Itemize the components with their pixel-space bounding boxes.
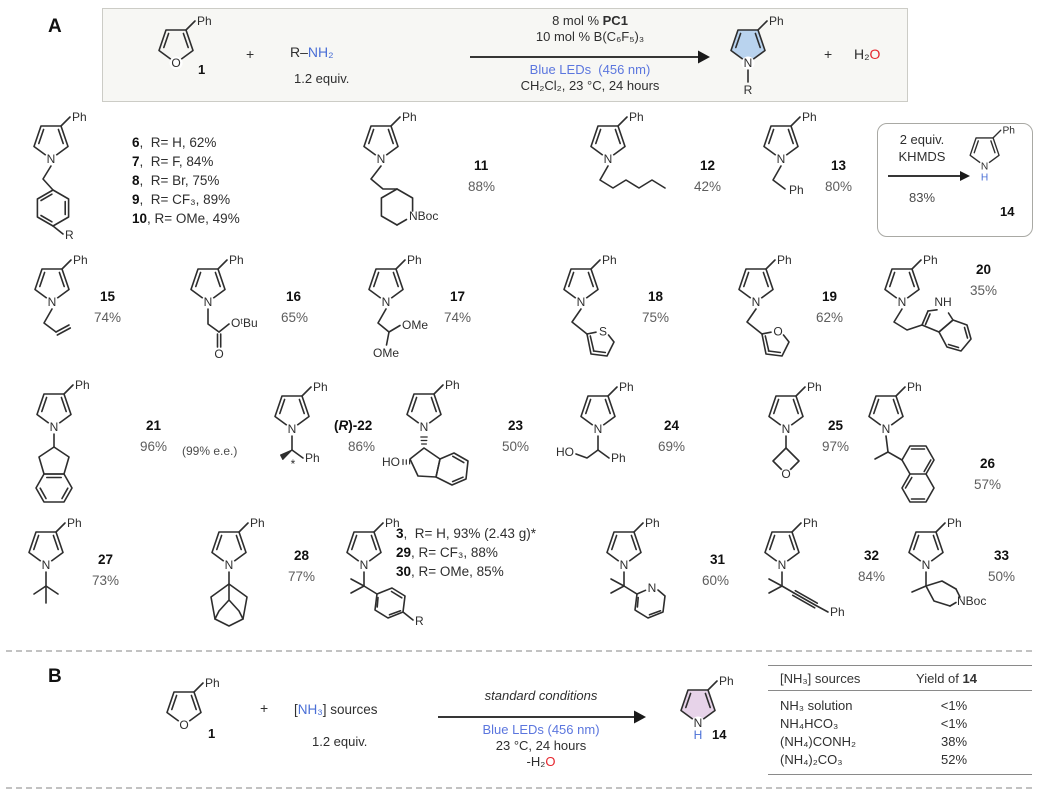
plus-sign: + [260,700,269,716]
compound-number-25: 25 [828,418,844,433]
catalyst-loading: 8 mol % [552,13,603,28]
minus-water-label: -H₂O [526,754,556,769]
ammonia-sources-label: [NH₃] sources [294,702,378,717]
water-byproduct [854,46,880,62]
compound-number-32: 32 [864,548,880,563]
yield-28: 77% [288,569,316,584]
compound-number-26: 26 [980,456,996,471]
oxetane-o-label: O [781,467,791,481]
table-cell-yield: <1% [940,716,968,731]
table-cell-source: NH₄HCO₃ [780,716,839,731]
list-item: 7, R= F, 84% [132,154,214,169]
carbonyl-o-label: O [214,347,224,361]
structure-14-b [662,676,767,776]
amine-equiv: 1.2 equiv. [294,71,350,86]
dashed-divider-bottom [6,787,1032,789]
ome-label: OMe [372,346,400,360]
otbu-label: OᵗBu [231,316,258,330]
photocatalyst-name: PC1 [602,13,628,28]
compound-number-20: 20 [976,262,992,277]
compound-number-1: 1 [208,726,216,741]
water-o: O [869,46,881,62]
table-cell-yield: <1% [940,698,968,713]
compound-number-31: 31 [710,552,726,567]
temp-time-b: 23 °C, 24 hours [495,738,587,753]
structure-22 [256,382,371,492]
ome-label: OMe [402,318,429,332]
sulfur-atom-label: S [598,324,608,339]
compound-number-14: 14 [1000,204,1015,219]
table-rule-mid [768,690,1032,691]
panel-a-label: A [48,16,62,37]
phenyl-label: Ph [611,451,626,465]
list-item: 29, R= CF₃, 88% [396,545,498,560]
nboc-label: NBoc [957,594,987,608]
table-header-sources: [NH₃] sources [780,671,861,686]
yield-22: 86% [348,439,376,454]
khmds-yield: 83% [908,190,936,205]
light-source: Blue LEDs (456 nm) [529,62,651,77]
borane-loading: 10 mol % B(C₆F₅)₃ [535,29,645,44]
structure-6-10 [15,112,140,262]
compound-number-22: (R)-22 [334,418,373,433]
table-cell-yield: 38% [940,734,968,749]
yield-23: 50% [502,439,530,454]
yield-18: 75% [642,310,670,325]
phenyl-label: Ph [305,451,320,465]
nboc-label: NBoc [409,209,439,223]
compound-number-19: 19 [822,289,838,304]
plus-sign: + [824,46,833,62]
yield-31: 60% [702,573,730,588]
table-rule-top [768,665,1032,666]
structure-24 [556,382,702,492]
cumyl-series-list [396,524,536,581]
pyridine-n-label: N [647,581,657,595]
stereocenter-star: * [290,457,296,471]
compound-number-15: 15 [100,289,116,304]
compound-number-24: 24 [664,418,680,433]
compound-number-1: 1 [198,62,206,77]
list-item: 8, R= Br, 75% [132,173,220,188]
phenyl-label: Ph [830,605,845,619]
yield-15: 74% [94,310,122,325]
amine-nh2: NH₂ [307,44,334,60]
dashed-divider-top [6,650,1032,652]
ammonia-equiv: 1.2 equiv. [312,734,368,749]
hydroxyl-label: HO [556,445,574,459]
yield-26: 57% [974,477,1002,492]
water-h2: H₂ [854,46,870,62]
compound-number-28: 28 [294,548,310,563]
amine-reagent [290,44,334,60]
yield-12: 42% [694,179,722,194]
light-source-b: Blue LEDs (456 nm) [482,722,600,737]
r-group-label: R [65,228,74,242]
yield-33: 50% [988,569,1016,584]
benzyl-series-list [132,133,240,228]
list-item: 9, R= CF₃, 89% [132,192,231,207]
nh-hydrogen-label: H [980,172,989,184]
phenyl-label: Ph [789,183,804,197]
yield-24: 69% [658,439,686,454]
r-group-label: R [743,83,753,97]
compound-number-13: 13 [831,158,847,173]
list-item: 6, R= H, 62% [132,135,217,150]
compound-number-23: 23 [508,418,524,433]
nh-hydrogen-label: H [693,728,703,742]
compound-number-33: 33 [994,548,1010,563]
indole-nh-label: NH [934,295,952,309]
yield-27: 73% [92,573,120,588]
structure-20 [866,255,1031,385]
compound-number-21: 21 [146,418,162,433]
compound-number-14: 14 [712,727,727,742]
ee-annotation: (99% e.e.) [182,444,238,458]
yield-32: 84% [858,569,886,584]
panel-b-label: B [48,666,62,687]
compound-number-16: 16 [286,289,302,304]
r-group-label: R [415,614,424,628]
table-cell-source: (NH₄)₂CO₃ [780,752,843,767]
khmds-equiv: 2 equiv. [899,132,945,147]
conditions-below [455,62,725,94]
yield-16: 65% [281,310,309,325]
yield-19: 62% [816,310,844,325]
table-cell-source: (NH₄)CONH₂ [780,734,857,749]
compound-number-17: 17 [450,289,466,304]
structure-13 [745,112,855,237]
yield-13: 80% [825,179,853,194]
structure-26 [850,382,998,537]
yield-25: 97% [822,439,850,454]
structure-21 [18,380,153,535]
list-item: 3, R= H, 93% (2.43 g)* [396,526,536,541]
list-item: 30, R= OMe, 85% [396,564,504,579]
furan-o-label: O [773,324,783,339]
structure-16 [172,255,297,380]
yield-21: 96% [140,439,168,454]
yield-17: 74% [444,310,472,325]
yield-11: 88% [468,179,496,194]
amine-r: R– [290,44,308,60]
structure-furan-1-b [148,678,253,763]
structure-furan-1 [140,16,240,101]
compound-number-12: 12 [700,158,716,173]
list-item: 10, R= OMe, 49% [132,211,240,226]
structure-14-boxed [954,126,1032,232]
table-header-yield: Yield of 14 [916,671,977,686]
conditions-above [468,13,712,45]
hydroxyl-label: HO [382,455,400,469]
table-cell-source: NH₃ solution [780,698,853,713]
structure-12 [572,112,707,227]
compound-number-27: 27 [98,552,114,567]
solvent-temp-time: CH₂Cl₂, 23 °C, 24 hours [520,78,660,93]
plus-sign: + [246,46,255,62]
standard-conditions-label: standard conditions [484,688,598,703]
structure-product-pyrrole [712,16,812,100]
table-rule-bottom [768,774,1032,775]
khmds-reagent: KHMDS [898,149,946,164]
compound-number-11: 11 [474,158,489,173]
table-cell-yield: 52% [940,752,968,767]
compound-number-18: 18 [648,289,664,304]
yield-20: 35% [970,283,998,298]
